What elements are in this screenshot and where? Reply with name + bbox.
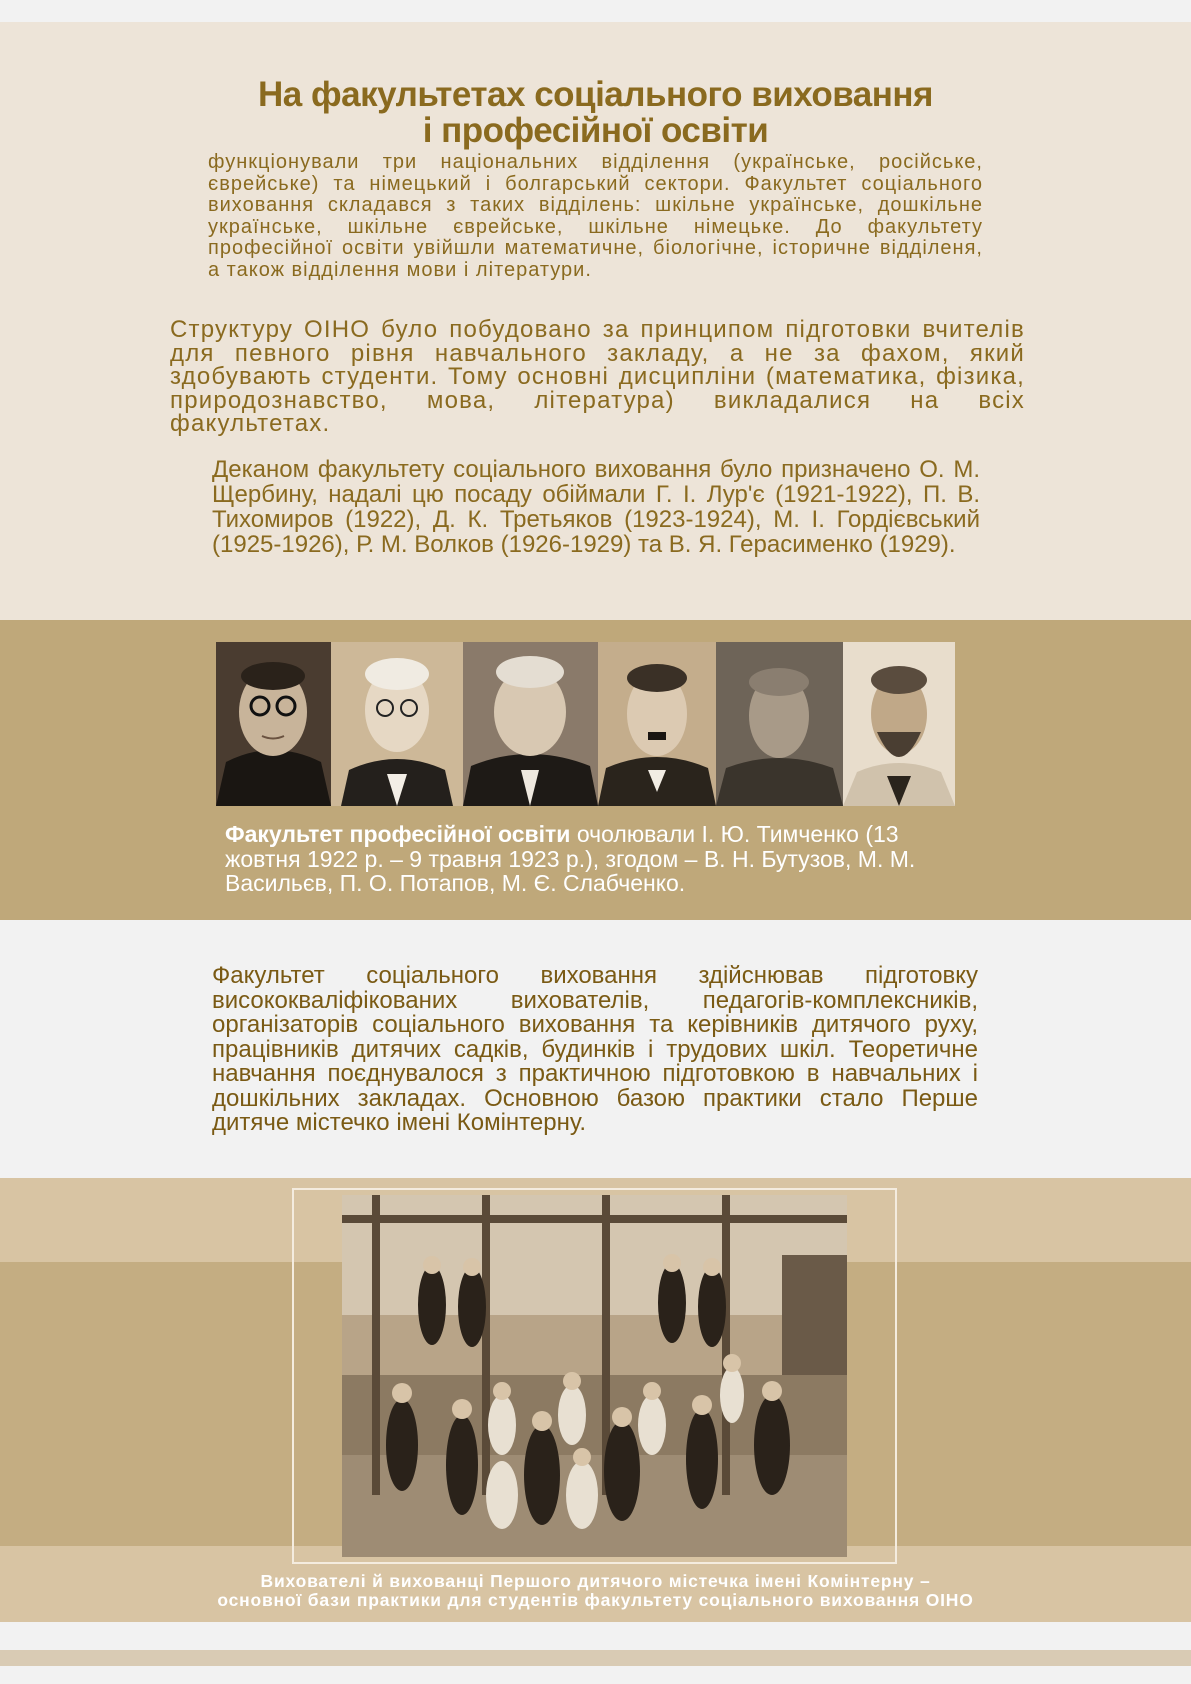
portrait-6 xyxy=(843,642,955,806)
group-photo xyxy=(342,1195,847,1557)
title-line-1: На факультетах соціального виховання xyxy=(258,75,933,115)
social-education-paragraph: Факультет соціального виховання здійснював підготовку висококваліфікованих вихователів, педагогів-комплексників, організаторів соціального виховання та керівників дитячого руху, працівників дитячих садків, будинків і трудових шкіл. Теоретичне навчання поєднувалося з практичною підготовкою в навчальних і дошкільних закладах. Основною базою практики стало Перше дитяче містечко імені Комінтерну. xyxy=(212,962,978,1136)
photo-caption-line-2: основної бази практики для студентів факультету соціального виховання ОІНО xyxy=(217,1590,974,1610)
intro-paragraph: функціонували три національних відділення (українське, російське, єврейське) та німецький і болгарський сектори. Факультет соціального виховання складався з таких відділень: шкільне українське, дошкільне українське, шкільне єврейське, шкільне німецьке. До факультету професійної освіти увійшли математичне, біологічне, історичне відділеня, а також відділення мови і літератури. xyxy=(208,151,983,281)
title-line-2: і професійної освіти xyxy=(422,111,769,151)
professional-faculty-caption xyxy=(225,822,965,896)
structure-paragraph: Структуру ОІНО було побудовано за принципом підготовки вчителів для певного рівня навчального закладу, а не за фахом, який здобувають студенти. Тому основні дисципліни (математика, фізика, природознавство, мова, література) викладалися на всіх факультетах. xyxy=(170,316,1025,437)
caption-rest: очолювали І. Ю. Тимченко (13 жовтня 1922 р. – 9 травня 1923 р.), згодом – В. Н. Бутузов, М. М. Васильєв, П. О. Потапов, М. Є. Слабченко. xyxy=(225,821,916,896)
portrait-4 xyxy=(598,642,716,806)
portrait-2 xyxy=(331,642,463,806)
deans-paragraph: Деканом факультету соціального виховання було призначено О. М. Щербину, надалі цю посаду обіймали Г. І. Лур'є (1921-1922), П. В. Тихомиров (1922), Д. К. Третьяков (1923-1924), М. І. Гордієвський (1925-1926), Р. М. Волков (1926-1929) та В. Я. Герасименко (1929). xyxy=(212,456,980,558)
portrait-5 xyxy=(716,642,843,806)
portrait-1 xyxy=(216,642,331,806)
portrait-3 xyxy=(463,642,598,806)
portrait-row xyxy=(216,642,955,806)
bottom-stripe xyxy=(0,1650,1191,1666)
photo-caption-line-1: Вихователі й вихованці Першого дитячого містечка імені Комінтерну – xyxy=(260,1571,931,1591)
page-title xyxy=(0,77,1191,149)
caption-bold: Факультет професійної освіти xyxy=(225,821,571,847)
group-photo-caption xyxy=(0,1572,1191,1610)
